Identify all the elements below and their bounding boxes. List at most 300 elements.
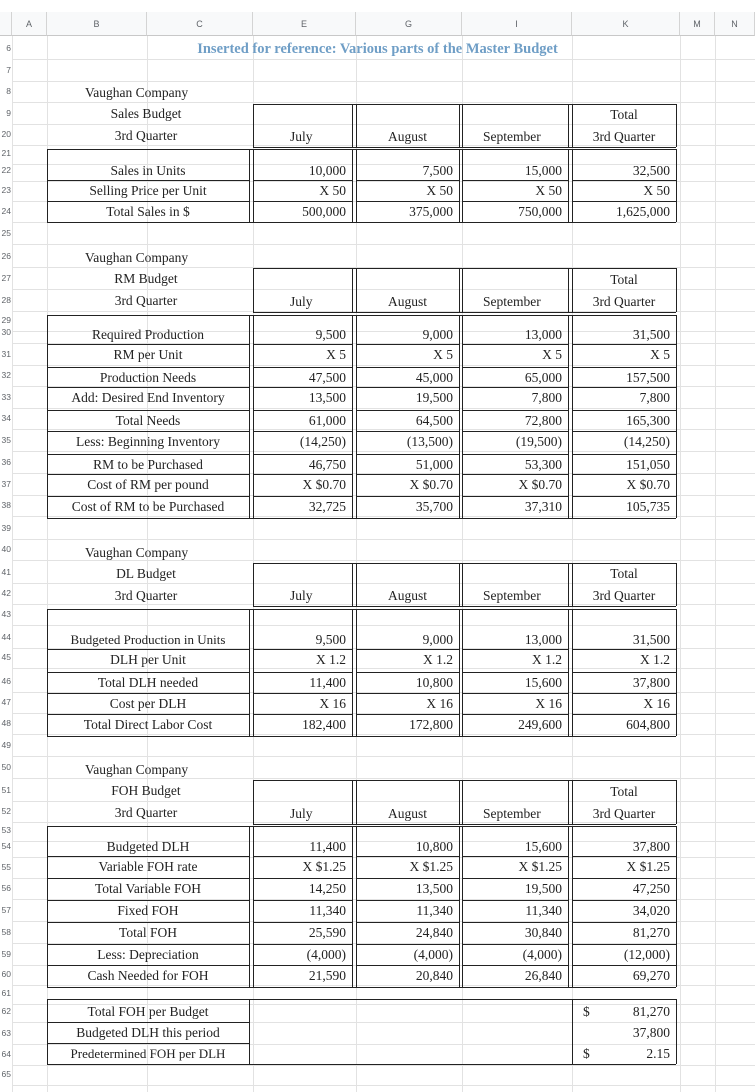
row-separator — [572, 693, 676, 694]
month-value: 30,840 — [524, 925, 562, 940]
column-header-b[interactable]: B — [47, 12, 147, 36]
header-box-divider — [462, 563, 463, 606]
row-header[interactable]: 64 — [1, 1049, 11, 1059]
row-label: Sales in Units — [110, 163, 186, 178]
row-separator — [572, 367, 676, 368]
month-value: 61,000 — [308, 413, 346, 428]
border — [249, 999, 250, 1064]
row-separator — [572, 344, 676, 345]
row-label: Required Production — [91, 327, 205, 342]
select-all-corner[interactable] — [0, 12, 12, 36]
budget-name: Sales Budget — [110, 106, 182, 121]
header-box-top — [253, 780, 676, 781]
row-header[interactable]: 48 — [1, 718, 11, 728]
row-separator — [572, 922, 676, 923]
row-separator — [253, 496, 352, 497]
month-value: X $1.25 — [302, 859, 346, 874]
summary-label: Budgeted DLH this period — [76, 1025, 220, 1040]
row-separator — [572, 410, 676, 411]
gridline-h — [12, 801, 755, 802]
row-label: Total Variable FOH — [94, 881, 202, 896]
gridline-h — [12, 429, 755, 430]
row-separator — [356, 672, 459, 673]
row-header[interactable]: 39 — [1, 523, 11, 533]
month-value: X 16 — [319, 696, 346, 711]
body-box-divider — [568, 609, 569, 736]
row-separator — [462, 672, 568, 673]
month-value: 26,840 — [524, 968, 562, 983]
month-value: 15,600 — [524, 839, 562, 854]
col-header-month1: July — [290, 129, 313, 144]
month-value: 11,400 — [309, 675, 346, 690]
row-separator — [356, 944, 459, 945]
gridline-h — [12, 451, 755, 452]
border — [249, 315, 250, 518]
row-separator — [47, 1022, 249, 1023]
column-header-m[interactable]: M — [680, 12, 715, 36]
header-box-bottom — [253, 824, 676, 825]
col-header-total-period: 3rd Quarter — [592, 129, 656, 144]
header-box-divider — [352, 563, 353, 606]
col-header-total-period: 3rd Quarter — [592, 588, 656, 603]
row-label: Variable FOH rate — [98, 859, 198, 874]
row-separator — [462, 431, 568, 432]
row-header[interactable]: 41 — [1, 567, 11, 577]
header-box-top — [253, 563, 676, 564]
month-value: 13,000 — [524, 327, 562, 342]
row-separator — [253, 693, 352, 694]
row-separator — [47, 856, 249, 857]
border — [249, 609, 250, 736]
month-value: 21,590 — [308, 968, 346, 983]
gridline-h — [12, 756, 755, 757]
row-separator — [356, 922, 459, 923]
row-header[interactable]: 65 — [1, 1069, 11, 1079]
row-separator — [356, 410, 459, 411]
row-header[interactable]: 34 — [1, 413, 11, 423]
row-separator — [47, 878, 249, 879]
row-separator — [356, 454, 459, 455]
row-header[interactable]: 29 — [1, 315, 11, 325]
gridline-h — [12, 81, 755, 82]
col-header-month2: August — [388, 294, 428, 309]
total-value: 1,625,000 — [616, 204, 670, 219]
row-header[interactable]: 27 — [1, 273, 11, 283]
header-box-divider — [352, 268, 353, 312]
border — [676, 999, 677, 1064]
row-separator — [356, 878, 459, 879]
row-header[interactable]: 23 — [1, 185, 11, 195]
sheet-title: Inserted for reference: Various parts of the Master Budget — [197, 41, 558, 57]
total-value: X 5 — [650, 347, 670, 362]
month-value: 19,500 — [415, 390, 453, 405]
total-value: 81,270 — [632, 925, 670, 940]
row-header[interactable]: 47 — [1, 697, 11, 707]
col-header-month1: July — [290, 294, 313, 309]
row-header[interactable]: 7 — [6, 65, 11, 75]
row-header[interactable]: 55 — [1, 862, 11, 872]
row-label: Total Direct Labor Cost — [83, 717, 213, 732]
row-header[interactable]: 38 — [1, 500, 11, 510]
month-value: 11,340 — [416, 903, 453, 918]
row-separator — [253, 431, 352, 432]
row-header[interactable]: 20 — [1, 129, 11, 139]
row-label: DLH per Unit — [110, 652, 186, 667]
body-box-top — [47, 609, 676, 610]
month-value: 19,500 — [524, 881, 562, 896]
row-separator — [462, 201, 568, 202]
row-header[interactable]: 24 — [1, 206, 11, 216]
gridline-v — [680, 36, 681, 1092]
row-header[interactable]: 50 — [1, 762, 11, 772]
month-value: X 1.2 — [532, 652, 562, 667]
row-header[interactable]: 6 — [6, 43, 11, 53]
summary-label: Total FOH per Budget — [87, 1004, 209, 1019]
row-separator — [253, 856, 352, 857]
col-header-month2: August — [388, 129, 428, 144]
month-value: 15,000 — [524, 163, 562, 178]
row-separator — [462, 496, 568, 497]
month-value: X 16 — [426, 696, 453, 711]
row-separator — [356, 180, 459, 181]
budget-company: Vaughan Company — [85, 545, 189, 560]
row-separator — [356, 856, 459, 857]
row-separator — [47, 649, 249, 650]
row-label: Budgeted DLH — [106, 839, 190, 854]
header-box-divider — [459, 104, 460, 147]
row-separator — [356, 900, 459, 901]
header-box-divider — [676, 104, 677, 147]
row-header[interactable]: 54 — [1, 841, 11, 851]
summary-value: 37,800 — [632, 1025, 670, 1040]
row-header[interactable]: 52 — [1, 806, 11, 816]
row-separator — [47, 1043, 249, 1044]
header-box-divider — [356, 268, 357, 312]
row-separator — [356, 201, 459, 202]
col-header-month3: September — [483, 588, 541, 603]
month-value: 9,000 — [422, 327, 453, 342]
row-separator — [462, 922, 568, 923]
row-header[interactable]: 62 — [1, 1006, 11, 1016]
border — [572, 999, 573, 1064]
gridline-h — [12, 857, 755, 858]
gridline-h — [12, 583, 755, 584]
month-value: 25,590 — [308, 925, 346, 940]
row-label: Total FOH — [119, 925, 177, 940]
column-header-n[interactable]: N — [715, 12, 755, 36]
row-header[interactable]: 43 — [1, 609, 11, 619]
row-header[interactable]: 36 — [1, 457, 11, 467]
month-value: 24,840 — [415, 925, 453, 940]
header-box-top — [253, 104, 676, 105]
total-value: 31,500 — [632, 327, 670, 342]
body-box-top — [47, 826, 676, 827]
header-box-divider — [459, 563, 460, 606]
month-value: 32,725 — [308, 499, 346, 514]
row-separator — [253, 410, 352, 411]
body-box-divider — [676, 826, 677, 987]
row-header[interactable]: 28 — [1, 295, 11, 305]
month-value: (13,500) — [406, 434, 453, 449]
row-separator — [253, 344, 352, 345]
row-header[interactable]: 49 — [1, 740, 11, 750]
row-separator — [462, 180, 568, 181]
month-value: X 5 — [542, 347, 562, 362]
row-separator — [47, 367, 249, 368]
budget-name: FOH Budget — [111, 783, 181, 798]
row-label: Less: Depreciation — [97, 947, 199, 962]
total-value: 34,020 — [632, 903, 670, 918]
header-box-bottom — [253, 312, 676, 313]
month-value: X 50 — [319, 183, 346, 198]
budget-period: 3rd Quarter — [114, 588, 178, 603]
header-box-divider — [568, 563, 569, 606]
body-box-divider — [352, 826, 353, 987]
header-box-divider — [462, 268, 463, 312]
gridline-h — [12, 822, 755, 823]
total-value: X $1.25 — [626, 859, 670, 874]
row-header[interactable]: 31 — [1, 349, 11, 359]
col-header-total-period: 3rd Quarter — [592, 806, 656, 821]
column-header-c[interactable]: C — [147, 12, 253, 36]
body-box-top — [47, 149, 676, 150]
row-header[interactable]: 26 — [1, 251, 11, 261]
header-box-bottom — [253, 147, 676, 148]
month-value: X 1.2 — [316, 652, 346, 667]
gridline-h — [12, 668, 755, 669]
body-box-divider — [352, 149, 353, 222]
row-header[interactable]: 58 — [1, 927, 11, 937]
row-separator — [356, 431, 459, 432]
header-box-divider — [356, 104, 357, 147]
total-value: 37,800 — [632, 839, 670, 854]
gridline-h — [12, 408, 755, 409]
row-label: Cost of RM per pound — [87, 477, 209, 492]
total-value: (12,000) — [623, 947, 670, 962]
row-separator — [462, 454, 568, 455]
month-value: 11,400 — [309, 839, 346, 854]
row-separator — [47, 431, 249, 432]
total-value: X 50 — [643, 183, 670, 198]
row-header[interactable]: 57 — [1, 905, 11, 915]
month-value: 64,500 — [415, 413, 453, 428]
row-separator — [462, 410, 568, 411]
row-separator — [572, 649, 676, 650]
total-value: 165,300 — [626, 413, 670, 428]
col-header-total: Total — [610, 272, 638, 287]
month-value: 15,600 — [524, 675, 562, 690]
month-value: (4,000) — [413, 947, 453, 962]
body-box-divider — [352, 609, 353, 736]
row-separator — [47, 944, 249, 945]
col-header-total: Total — [610, 566, 638, 581]
month-value: X 50 — [426, 183, 453, 198]
gridline-h — [12, 778, 755, 779]
col-header-total: Total — [610, 784, 638, 799]
summary-value: 2.15 — [646, 1046, 670, 1061]
row-separator — [47, 714, 249, 715]
header-box-divider — [676, 268, 677, 312]
row-label: Cost of RM to be Purchased — [71, 499, 225, 514]
row-separator — [47, 201, 249, 202]
col-header-month1: July — [290, 806, 313, 821]
budget-period: 3rd Quarter — [114, 293, 178, 308]
row-separator — [253, 900, 352, 901]
header-box-divider — [459, 780, 460, 824]
col-header-month3: September — [483, 294, 541, 309]
row-label: Total Sales in $ — [106, 204, 190, 219]
row-label: Total Needs — [115, 413, 181, 428]
gridline-h — [12, 604, 755, 605]
row-header[interactable]: 32 — [1, 370, 11, 380]
gridline-h — [12, 734, 755, 735]
header-box-divider — [253, 268, 254, 312]
month-value: 10,800 — [415, 839, 453, 854]
header-box-divider — [568, 780, 569, 824]
row-separator — [572, 496, 676, 497]
row-separator — [356, 387, 459, 388]
total-value: X 1.2 — [640, 652, 670, 667]
month-value: X $0.70 — [518, 477, 562, 492]
body-box-divider — [568, 149, 569, 222]
col-header-month3: September — [483, 129, 541, 144]
total-value: 69,270 — [632, 968, 670, 983]
row-header[interactable]: 25 — [1, 228, 11, 238]
row-header[interactable]: 45 — [1, 652, 11, 662]
summary-currency: $ — [583, 1046, 590, 1061]
month-value: 11,340 — [525, 903, 562, 918]
row-separator — [572, 900, 676, 901]
row-header[interactable]: 35 — [1, 435, 11, 445]
body-box-divider — [459, 826, 460, 987]
row-separator — [462, 474, 568, 475]
body-box-divider — [676, 149, 677, 222]
row-separator — [572, 431, 676, 432]
row-header[interactable]: 44 — [1, 632, 11, 642]
month-value: 13,000 — [524, 632, 562, 647]
row-separator — [356, 344, 459, 345]
header-box-divider — [676, 780, 677, 824]
row-separator — [253, 474, 352, 475]
gridline-h — [12, 102, 755, 103]
column-header-i[interactable]: I — [462, 12, 572, 36]
total-value: X 16 — [643, 696, 670, 711]
row-separator — [47, 496, 249, 497]
row-separator — [47, 900, 249, 901]
header-box-top — [253, 268, 676, 269]
month-value: X $0.70 — [409, 477, 453, 492]
header-box-divider — [462, 104, 463, 147]
row-separator — [253, 944, 352, 945]
column-header-g[interactable]: G — [356, 12, 462, 36]
row-header[interactable]: 56 — [1, 883, 11, 893]
month-value: X 5 — [433, 347, 453, 362]
row-header[interactable]: 30 — [1, 327, 11, 337]
row-header[interactable]: 21 — [1, 148, 11, 158]
row-header[interactable]: 33 — [1, 392, 11, 402]
row-separator — [572, 714, 676, 715]
row-header[interactable]: 37 — [1, 479, 11, 489]
month-value: 9,000 — [422, 632, 453, 647]
row-separator — [356, 649, 459, 650]
total-value: 7,800 — [639, 390, 670, 405]
budget-name: RM Budget — [114, 271, 178, 286]
total-value: 604,800 — [626, 717, 670, 732]
row-separator — [462, 344, 568, 345]
header-box-divider — [356, 563, 357, 606]
body-box-divider — [676, 315, 677, 518]
column-header-a[interactable]: A — [12, 12, 47, 36]
row-separator — [47, 474, 249, 475]
body-box-top — [47, 315, 676, 316]
row-separator — [47, 693, 249, 694]
column-header-k[interactable]: K — [572, 12, 680, 36]
row-header[interactable]: 8 — [6, 86, 11, 96]
summary-box-top — [47, 999, 676, 1000]
month-value: 750,000 — [518, 204, 562, 219]
border — [249, 149, 250, 222]
col-header-month2: August — [388, 806, 428, 821]
total-value: 151,050 — [626, 457, 670, 472]
month-value: 20,840 — [415, 968, 453, 983]
row-header[interactable]: 51 — [1, 785, 11, 795]
row-separator — [462, 878, 568, 879]
row-label: Cost per DLH — [109, 696, 187, 711]
month-value: X 16 — [535, 696, 562, 711]
month-value: (4,000) — [306, 947, 346, 962]
row-header[interactable]: 46 — [1, 676, 11, 686]
col-header-total-period: 3rd Quarter — [592, 294, 656, 309]
row-separator — [356, 367, 459, 368]
gridline-h — [12, 365, 755, 366]
body-box-divider — [459, 149, 460, 222]
col-header-month3: September — [483, 806, 541, 821]
row-header[interactable]: 59 — [1, 949, 11, 959]
row-header[interactable]: 9 — [6, 108, 11, 118]
row-separator — [253, 387, 352, 388]
row-header[interactable]: 40 — [1, 544, 11, 554]
row-header[interactable]: 42 — [1, 588, 11, 598]
summary-currency: $ — [583, 1004, 590, 1019]
row-header[interactable]: 63 — [1, 1028, 11, 1038]
row-separator — [462, 856, 568, 857]
row-header[interactable]: 53 — [1, 825, 11, 835]
summary-box-bottom — [47, 1064, 676, 1065]
gridline-h — [12, 539, 755, 540]
header-box-divider — [253, 780, 254, 824]
row-header[interactable]: 60 — [1, 969, 11, 979]
gridline-v — [12, 36, 13, 1092]
row-separator — [253, 672, 352, 673]
row-header[interactable]: 22 — [1, 165, 11, 175]
month-value: 14,250 — [308, 881, 346, 896]
month-value: 172,800 — [409, 717, 453, 732]
row-separator — [253, 922, 352, 923]
row-separator — [47, 344, 249, 345]
gridline-h — [12, 59, 755, 60]
month-value: X 50 — [535, 183, 562, 198]
gridline-h — [12, 516, 755, 517]
body-box-divider — [568, 315, 569, 518]
month-value: X $1.25 — [409, 859, 453, 874]
total-value: 105,735 — [626, 499, 670, 514]
budget-company: Vaughan Company — [85, 762, 189, 777]
body-box-bottom — [47, 736, 676, 737]
row-header[interactable]: 61 — [1, 988, 11, 998]
body-box-bottom — [47, 518, 676, 519]
column-header-e[interactable]: E — [253, 12, 356, 36]
month-value: 10,800 — [415, 675, 453, 690]
